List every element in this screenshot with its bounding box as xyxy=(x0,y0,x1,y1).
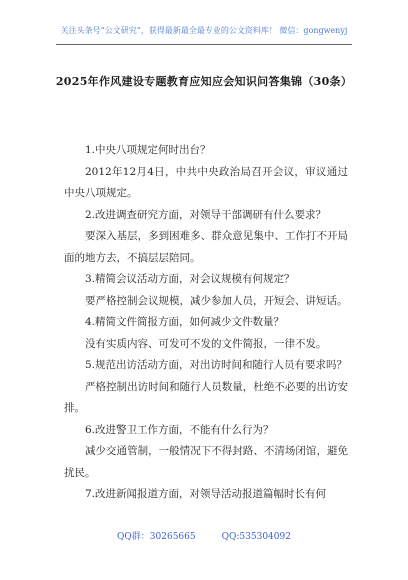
question-4: 4.精简文件简报方面，如何减少文件数量？ xyxy=(85,316,285,328)
answer-1: 2012年12月4日，中共中央政治局召开会议，审议通过中央八项规定。 xyxy=(64,165,348,199)
answer-3: 要严格控制会议规模，减少参加人员，开短会、讲短话。 xyxy=(85,294,348,307)
footer-qq-group: QQ群：30265665 xyxy=(117,532,196,542)
question-5: 5.规范出访活动方面，对出访时间和随行人员有要求吗？ xyxy=(85,359,348,371)
question-3: 3.精简会议活动方面，对会议规模有何规定？ xyxy=(85,273,295,285)
document-body xyxy=(64,140,348,506)
question-7: 7.改进新闻报道方面，对领导活动报道篇幅时长有何 xyxy=(85,488,327,500)
document-title: 2025年作风建设专题教育应知应会知识问答集锦（30条） xyxy=(55,75,353,88)
header-note: 关注头条号“公文研究”，获得最新最全最专业的公文资料库！ 微信：gongwenyj xyxy=(60,26,348,35)
page-footer xyxy=(0,529,408,542)
header-divider xyxy=(56,44,352,45)
answer-2: 要深入基层，多到困难多、群众意见集中、工作打不开局面的地方去，不搞层层陪同。 xyxy=(64,230,348,264)
question-6: 6.改进警卫工作方面，不能有什么行为？ xyxy=(85,423,274,436)
answer-6: 减少交通管制，一般情况下不得封路、不清场闭馆，避免扰民。 xyxy=(64,445,348,479)
question-1: 1.中央八项规定何时出台？ xyxy=(85,144,211,156)
answer-5: 严格控制出访时间和随行人员数量，杜绝不必要的出访安排。 xyxy=(64,380,348,414)
question-2: 2.改进调查研究方面，对领导干部调研有什么要求？ xyxy=(85,208,327,221)
answer-4: 没有实质内容、可发可不发的文件简报，一律不发。 xyxy=(85,337,327,350)
footer-qq: QQ:535304092 xyxy=(221,532,291,542)
